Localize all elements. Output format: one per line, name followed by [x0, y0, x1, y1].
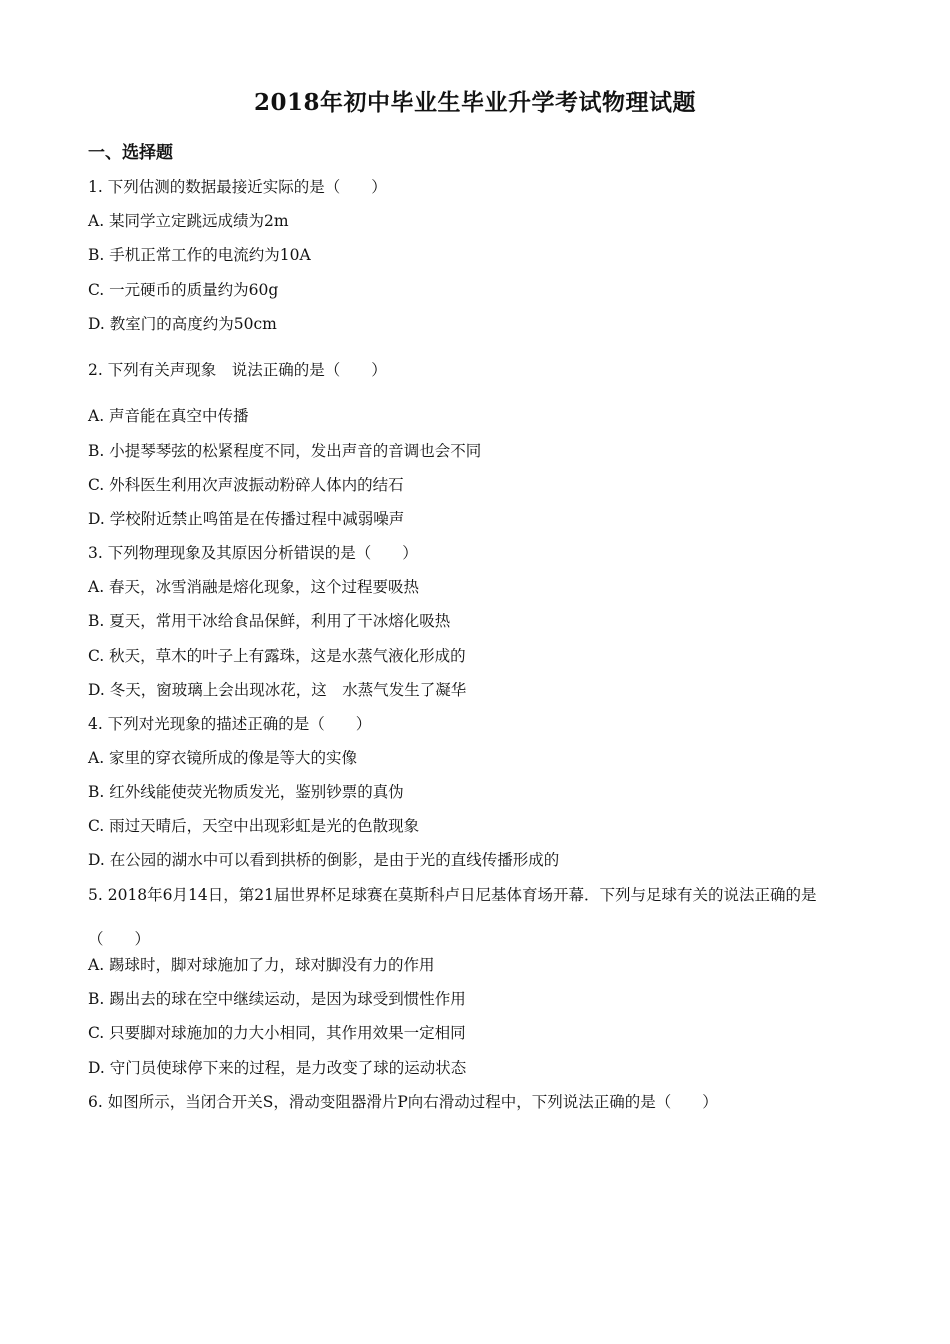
question-2-option-c: C. 外科医生利用次声波振动粉碎人体内的结石	[88, 476, 404, 494]
question-2-stem: 2. 下列有关声现象 说法正确的是（ ）	[88, 361, 387, 379]
page-title: 2018年初中毕业生毕业升学考试物理试题	[253, 89, 696, 116]
question-4-option-a: A. 家里的穿衣镜所成的像是等大的实像	[88, 749, 358, 767]
question-2-option-a: A. 声音能在真空中传播	[88, 407, 249, 425]
question-1-option-d: D. 教室门的高度约为50cm	[88, 315, 277, 333]
section-heading: 一、选择题	[88, 143, 173, 163]
question-5-option-c: C. 只要脚对球施加的力大小相同，其作用效果一定相同	[88, 1024, 466, 1042]
question-6-stem: 6. 如图所示，当闭合开关S，滑动变阻器滑片P向右滑动过程中，下列说法正确的是（ ）	[88, 1093, 718, 1111]
question-1-stem: 1. 下列估测的数据最接近实际的是（ ）	[88, 178, 387, 196]
question-3-option-d: D. 冬天，窗玻璃上会出现冰花，这 水蒸气发生了凝华	[88, 681, 467, 699]
question-1-option-c: C. 一元硬币的质量约为60g	[88, 281, 279, 299]
question-5-option-d: D. 守门员使球停下来的过程，是力改变了球的运动状态	[88, 1059, 467, 1077]
question-4-option-c: C. 雨过天晴后，天空中出现彩虹是光的色散现象	[88, 817, 420, 835]
question-1-option-a: A. 某同学立定跳远成绩为2m	[88, 212, 289, 230]
question-1-option-b: B. 手机正常工作的电流约为10A	[88, 246, 311, 264]
question-3-stem: 3. 下列物理现象及其原因分析错误的是（ ）	[88, 544, 418, 562]
question-3-option-b: B. 夏天，常用干冰给食品保鲜，利用了干冰熔化吸热	[88, 612, 451, 630]
question-3-option-c: C. 秋天，草木的叶子上有露珠，这是水蒸气液化形成的	[88, 647, 466, 665]
question-5-option-a: A. 踢球时，脚对球施加了力，球对脚没有力的作用	[88, 956, 435, 974]
question-4-option-d: D. 在公园的湖水中可以看到拱桥的倒影，是由于光的直线传播形成的	[88, 851, 560, 869]
question-4-stem: 4. 下列对光现象的描述正确的是（ ）	[88, 715, 372, 733]
question-4-option-b: B. 红外线能使荧光物质发光，鉴别钞票的真伪	[88, 783, 404, 801]
question-2-option-b: B. 小提琴琴弦的松紧程度不同，发出声音的音调也会不同	[88, 442, 482, 460]
question-2-option-d: D. 学校附近禁止鸣笛是在传播过程中减弱噪声	[88, 510, 405, 528]
question-5-stem: 5. 2018年6月14日，第21届世界杯足球赛在莫斯科卢日尼基体育场开幕．下列与足球有关的说法正确的是（ ）	[88, 886, 817, 948]
question-3-option-a: A. 春天，冰雪消融是熔化现象，这个过程要吸热	[88, 578, 420, 596]
question-5-option-b: B. 踢出去的球在空中继续运动，是因为球受到惯性作用	[88, 990, 466, 1008]
